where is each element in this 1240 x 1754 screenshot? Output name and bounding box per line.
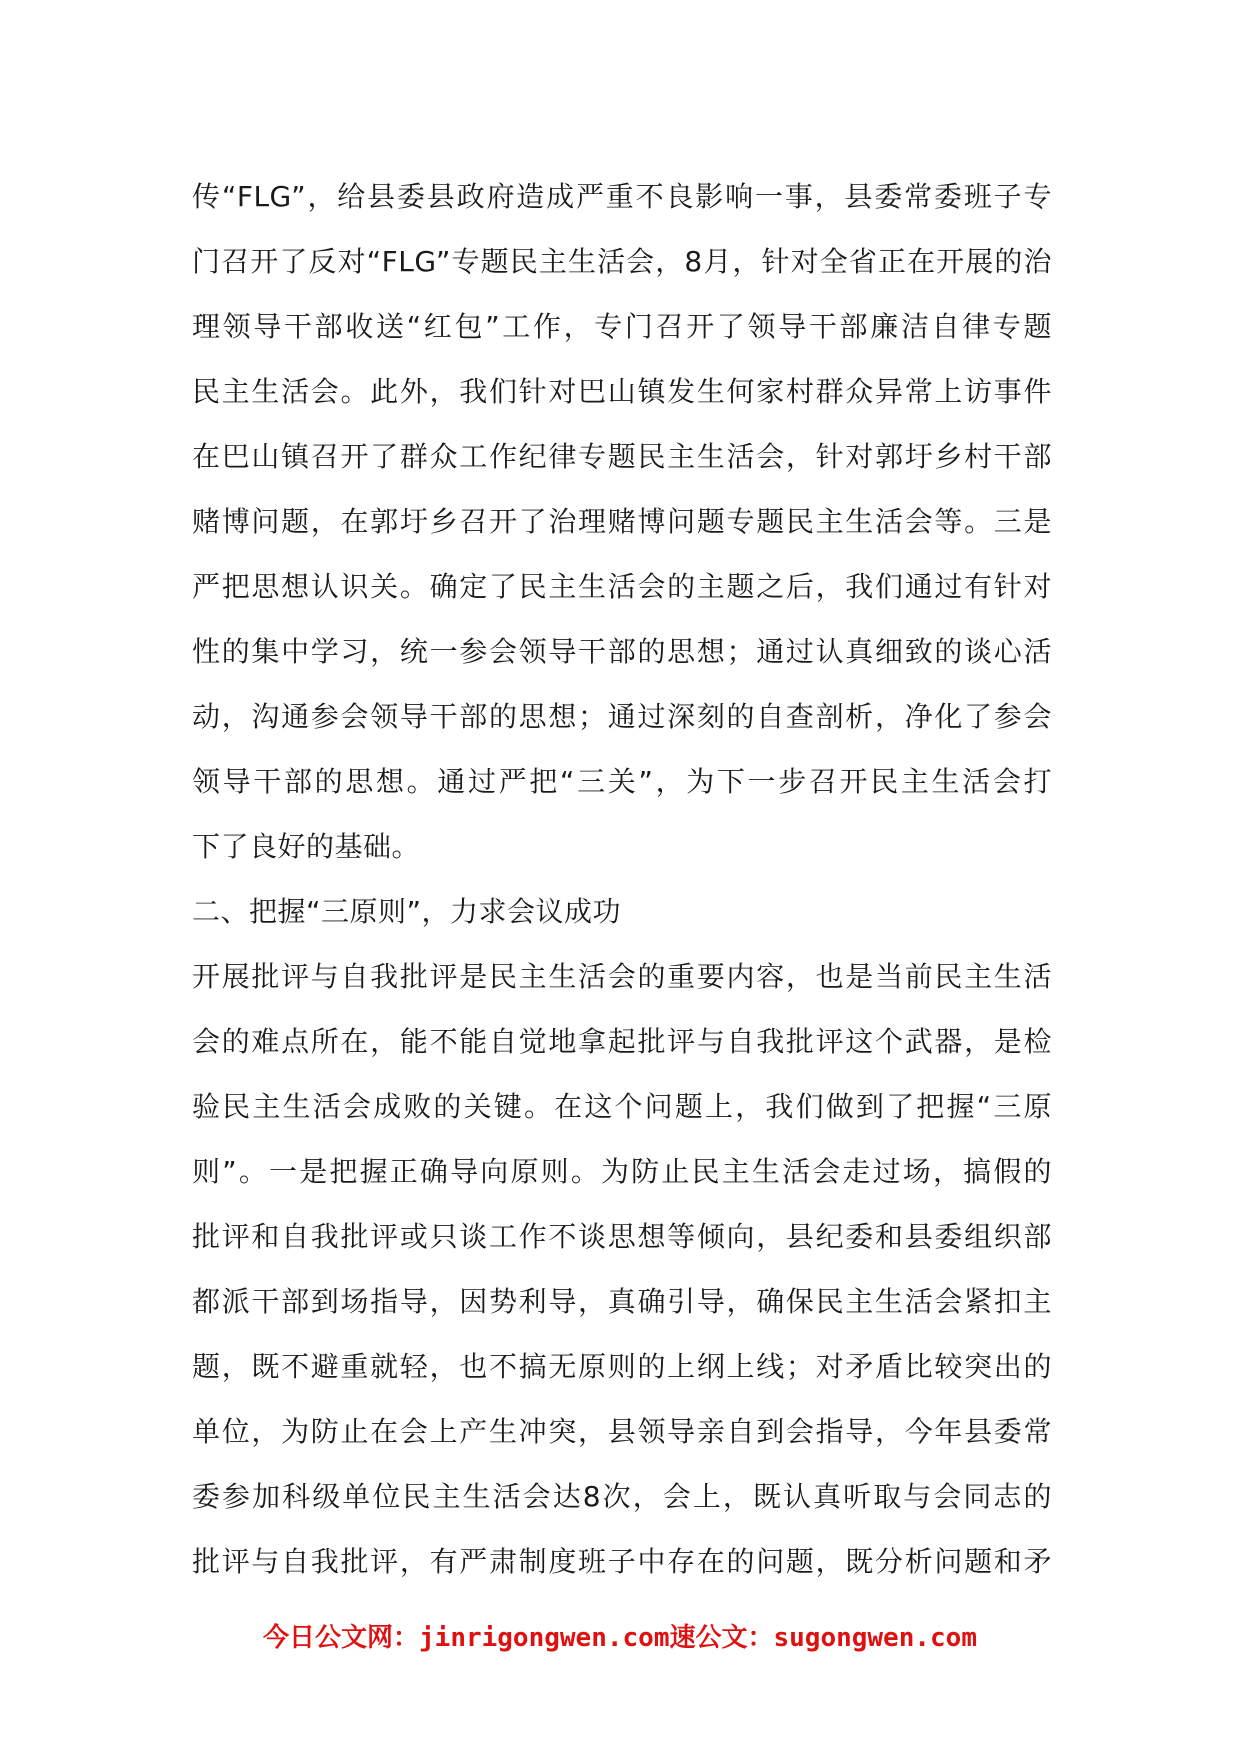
section-heading: 二、把握“三原则”，力求会议成功: [192, 895, 622, 928]
text-line: 会的难点所在，能不能自觉地拿起批评与自我批评这个武器，是检: [192, 1025, 1052, 1058]
footer-site1-link[interactable]: jinrigongwen.com: [419, 1623, 670, 1653]
text-line: 则”。一是把握正确导向原则。为防止民主生活会走过场，搞假的: [192, 1155, 1052, 1188]
footer-site1-label: 今日公文网：: [263, 1623, 420, 1653]
text-line: 委参加科级单位民主生活会达8次，会上，既认真听取与会同志的: [192, 1480, 1052, 1513]
text-line: 传“FLG”，给县委县政府造成严重不良影响一事，县委常委班子专: [192, 180, 1052, 213]
document-body: [192, 164, 1052, 1594]
text-line: 性的集中学习，统一参会领导干部的思想；通过认真细致的谈心活: [192, 635, 1052, 668]
text-line: 动，沟通参会领导干部的思想；通过深刻的自查剖析，净化了参会: [192, 700, 1052, 733]
text-line: 都派干部到场指导，因势利导，真确引导，确保民主生活会紧扣主: [192, 1285, 1052, 1318]
text-line: 赌博问题，在郭圩乡召开了治理赌博问题专题民主生活会等。三是: [192, 505, 1052, 538]
text-line: 在巴山镇召开了群众工作纪律专题民主生活会，针对郭圩乡村干部: [192, 440, 1052, 473]
text-line: 验民主生活会成败的关键。在这个问题上，我们做到了把握“三原: [192, 1090, 1052, 1123]
footer-site2-link[interactable]: sugongwen.com: [773, 1623, 977, 1653]
text-line: 批评和自我批评或只谈工作不谈思想等倾向，县纪委和县委组织部: [192, 1220, 1052, 1253]
text-line: 开展批评与自我批评是民主生活会的重要内容，也是当前民主生活: [192, 960, 1052, 993]
footer-watermark: [0, 1617, 1240, 1654]
text-line: 门召开了反对“FLG”专题民主生活会，8月，针对全省正在开展的治: [192, 245, 1052, 278]
text-line: 理领导干部收送“红包”工作，专门召开了领导干部廉洁自律专题: [192, 310, 1052, 343]
footer-site2-label: 速公文：: [669, 1623, 774, 1653]
paragraph-end-line: 下了良好的基础。: [192, 830, 421, 863]
text-line: 批评与自我批评，有严肃制度班子中存在的问题，既分析问题和矛: [192, 1545, 1052, 1578]
text-line: 领导干部的思想。通过严把“三关”，为下一步召开民主生活会打: [192, 765, 1052, 798]
text-line: 民主生活会。此外，我们针对巴山镇发生何家村群众异常上访事件: [192, 375, 1052, 408]
text-line: 题，既不避重就轻，也不搞无原则的上纲上线；对矛盾比较突出的: [192, 1350, 1052, 1383]
text-line: 单位，为防止在会上产生冲突，县领导亲自到会指导，今年县委常: [192, 1415, 1052, 1448]
text-line: 严把思想认识关。确定了民主生活会的主题之后，我们通过有针对: [192, 570, 1052, 603]
